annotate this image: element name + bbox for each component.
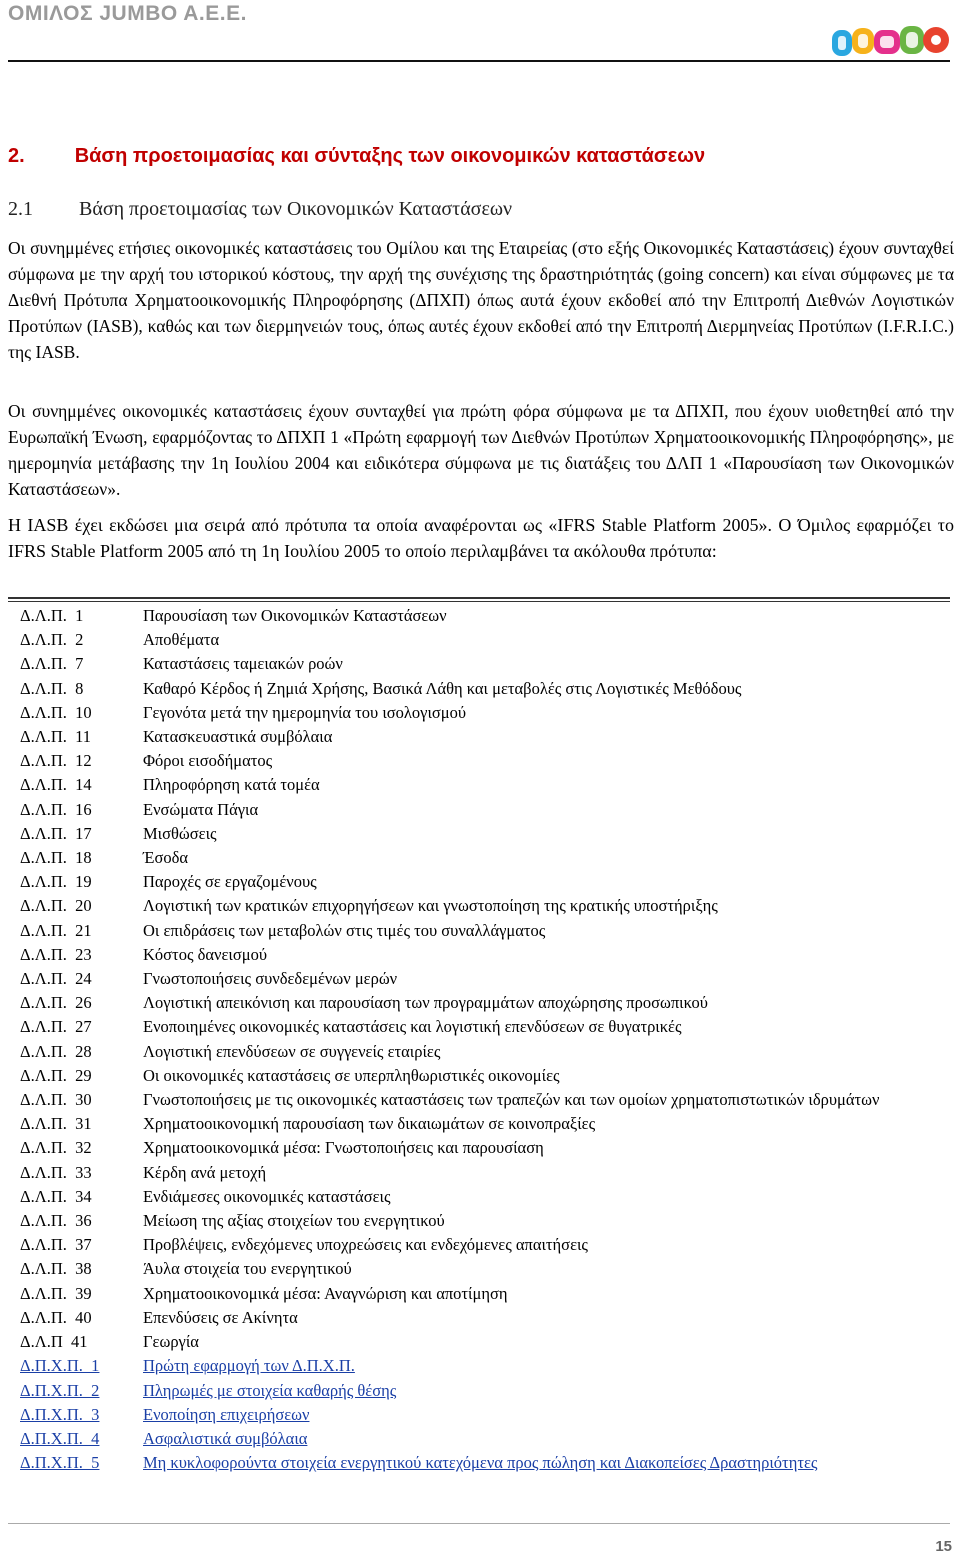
standard-row	[20, 967, 950, 991]
standard-code: Δ.Π.Χ.Π. 1	[20, 1356, 100, 1376]
standard-code: Δ.Λ.Π. 30	[20, 1090, 92, 1110]
standard-description: Επενδύσεις σε Ακίνητα	[143, 1307, 298, 1327]
standard-code: Δ.Λ.Π. 27	[20, 1017, 92, 1037]
section-title: Βάση προετοιμασίας και σύνταξης των οικονομικών καταστάσεων	[74, 145, 706, 167]
standard-code: Δ.Λ.Π. 32	[20, 1138, 92, 1158]
standard-code: Δ.Λ.Π. 21	[20, 920, 92, 940]
standard-code: Δ.Λ.Π. 33	[20, 1162, 92, 1182]
standard-row	[20, 1379, 950, 1403]
standard-code: Δ.Λ.Π. 23	[20, 944, 92, 964]
standard-row	[20, 894, 950, 918]
standard-description: Οι οικονομικές καταστάσεις σε υπερπληθωριστικές οικονομίες	[143, 1065, 560, 1085]
standard-code: Δ.Π.Χ.Π. 2	[20, 1380, 100, 1400]
table-top-rule-thin	[8, 601, 950, 602]
standard-row	[20, 870, 950, 894]
standards-list	[20, 604, 950, 1475]
paragraph: Οι συνημμένες οικονομικές καταστάσεις έχουν συνταχθεί για πρώτη φόρα σύμφωνα με τα ΔΠΧΠ, που έχουν υιοθετηθεί από την Ευρωπαϊκή Ένωση, εφαρμόζοντας το ΔΠΧΠ 1 «Πρώτη εφαρμογή των Διεθνών Προτύπων Χρηματοοικονομικής Πληροφόρησης», με ημερομηνία μετάβασης την 1η Ιουλίου 2004 και ειδικότερα σύμφωνα με τις διατάξεις του ΔΛΠ 1 «Παρουσίαση των Οικονομικών Καταστάσεων».	[8, 401, 954, 499]
paragraph: Η IASB έχει εκδώσει μια σειρά από πρότυπα τα οποία αναφέρονται ως «IFRS Stable Platform 2005». Ο Όμιλος εφαρμόζει το IFRS Stable Platform 2005 από τη 1η Ιουλίου 2005 το οποίο περιλαμβάνει τα ακόλουθα πρότυπα:	[8, 515, 954, 561]
standard-code: Δ.Λ.Π. 29	[20, 1065, 92, 1085]
standard-code: Δ.Λ.Π. 7	[20, 654, 84, 674]
standard-description: Αποθέματα	[143, 630, 220, 650]
page-header	[0, 0, 960, 60]
section-number: 2.	[8, 145, 25, 167]
table-top-rule	[8, 597, 950, 599]
standard-description: Ενοποίηση επιχειρήσεων	[143, 1404, 310, 1424]
standard-code: Δ.Λ.Π. 31	[20, 1114, 92, 1134]
standard-row	[20, 1306, 950, 1330]
standard-code: Δ.Λ.Π. 20	[20, 896, 92, 916]
standard-code: Δ.Λ.Π. 38	[20, 1259, 92, 1279]
standard-row	[20, 1427, 950, 1451]
standard-row	[20, 919, 950, 943]
standard-description: Κόστος δανεισμού	[143, 944, 268, 964]
standard-description: Άυλα στοιχεία του ενεργητικού	[143, 1259, 352, 1279]
standard-code: Δ.Λ.Π. 2	[20, 630, 84, 650]
standard-row	[20, 701, 950, 725]
standard-description: Μισθώσεις	[143, 823, 217, 843]
standard-code: Δ.Λ.Π. 8	[20, 678, 84, 698]
standard-row	[20, 1209, 950, 1233]
standard-description: Ενδιάμεσες οικονομικές καταστάσεις	[143, 1186, 391, 1206]
standard-code: Δ.Λ.Π. 16	[20, 799, 92, 819]
standard-row	[20, 1403, 950, 1427]
standard-code: Δ.Λ.Π. 19	[20, 872, 92, 892]
standard-row	[20, 1257, 950, 1281]
standard-description: Παρουσίαση των Οικονομικών Καταστάσεων	[143, 606, 447, 625]
standard-row	[20, 725, 950, 749]
standard-description: Έσοδα	[143, 848, 189, 868]
standard-code: Δ.Λ.Π. 34	[20, 1186, 92, 1206]
standard-description: Καταστάσεις ταμειακών ροών	[143, 654, 343, 674]
standard-description: Καθαρό Κέρδος ή Ζημιά Χρήσης, Βασικά Λάθη και μεταβολές στις Λογιστικές Μεθόδους	[143, 678, 742, 698]
standard-row	[20, 846, 950, 870]
standard-code: Δ.Λ.Π. 26	[20, 993, 92, 1013]
standard-row	[20, 1233, 950, 1257]
standard-description: Πληρωμές με στοιχεία καθαρής θέσης	[143, 1380, 397, 1400]
standard-row	[20, 1161, 950, 1185]
standard-description: Οι επιδράσεις των μεταβολών στις τιμές του συναλλάγματος	[143, 920, 546, 940]
standard-code: Δ.Λ.Π. 14	[20, 775, 92, 795]
standard-description: Κατασκευαστικά συμβόλαια	[143, 727, 333, 747]
standard-row	[20, 822, 950, 846]
page-number: 15	[935, 1538, 952, 1555]
standard-description: Γνωστοποιήσεις με τις οικονομικές καταστάσεις των τραπεζών και των ομοίων χρηματοπιστωτικών ιδρυμάτων	[143, 1090, 880, 1110]
standard-code: Δ.Λ.Π. 36	[20, 1211, 92, 1231]
standard-code: Δ.Π.Χ.Π. 3	[20, 1404, 100, 1424]
paragraph: Οι συνημμένες ετήσιες οικονομικές καταστάσεις του Ομίλου και της Εταιρείας (στο εξής Οικονομικές Καταστάσεις) έχουν συνταχθεί σύμφωνα με την αρχή του ιστορικού κόστους, την αρχή της συνέχισης της δραστηριότητάς (going concern) και είναι σύμφωνες με τα Διεθνή Πρότυπα Χρηματοοικονομικής Πληροφόρησης (ΔΠΧΠ) όπως αυτά έχουν εκδοθεί από την Επιτροπή Διεθνών Λογιστικών Προτύπων (IASB), καθώς και των διερμηνειών τους, όπως αυτές έχουν εκδοθεί από την Επιτροπή Διερμηνείας Προτύπων (I.F.R.I.C.) της IASB.	[8, 238, 954, 362]
standard-row	[20, 1451, 950, 1475]
standard-description: Μη κυκλοφορούντα στοιχεία ενεργητικού κατεχόμενα προς πώληση και Διακοπείσες Δραστηριότητες	[143, 1453, 818, 1473]
standard-row	[20, 1088, 950, 1112]
standard-description: Γεγονότα μετά την ημερομηνία του ισολογισμού	[143, 702, 467, 722]
subsection-heading	[8, 198, 512, 221]
standard-description: Γεωργία	[143, 1332, 199, 1352]
standard-code: Δ.Λ.Π. 10	[20, 702, 92, 722]
standard-row	[20, 604, 950, 628]
standard-code: Δ.Λ.Π. 37	[20, 1235, 92, 1255]
header-divider	[8, 60, 950, 62]
section-heading	[8, 145, 705, 168]
standard-row	[20, 773, 950, 797]
subsection-number: 2.1	[8, 198, 33, 220]
standard-code: Δ.Π.Χ.Π. 5	[20, 1453, 100, 1473]
standard-description: Ασφαλιστικά συμβόλαια	[143, 1428, 308, 1448]
standard-description: Γνωστοποιήσεις συνδεδεμένων μερών	[143, 969, 398, 989]
standard-row	[20, 749, 950, 773]
standard-description: Χρηματοοικονομικά μέσα: Αναγνώριση και αποτίμηση	[143, 1283, 508, 1303]
standard-row	[20, 991, 950, 1015]
standard-code: Δ.Λ.Π. 40	[20, 1307, 92, 1327]
standard-description: Μείωση της αξίας στοιχείων του ενεργητικού	[143, 1211, 445, 1231]
standard-description: Κέρδη ανά μετοχή	[143, 1162, 267, 1182]
footer-divider	[8, 1523, 950, 1524]
standard-code: Δ.Λ.Π. 1	[20, 606, 84, 625]
standard-code: Δ.Λ.Π. 11	[20, 727, 92, 747]
standard-code: Δ.Λ.Π. 39	[20, 1283, 92, 1303]
standard-row	[20, 1015, 950, 1039]
standard-code: Δ.Λ.Π 41	[20, 1332, 88, 1352]
standard-description: Φόροι εισοδήματος	[143, 751, 273, 771]
standard-row	[20, 1282, 950, 1306]
standard-row	[20, 677, 950, 701]
standard-code: Δ.Λ.Π. 24	[20, 969, 92, 989]
standard-row	[20, 652, 950, 676]
standard-description: Πρώτη εφαρμογή των Δ.Π.Χ.Π.	[143, 1356, 355, 1376]
standard-row	[20, 628, 950, 652]
standard-description: Ενσώματα Πάγια	[143, 799, 259, 819]
standard-description: Πληροφόρηση κατά τομέα	[143, 775, 320, 795]
standard-description: Λογιστική των κρατικών επιχορηγήσεων και γνωστοποίηση της κρατικής υποστήριξης	[143, 896, 718, 916]
standard-description: Λογιστική επενδύσεων σε συγγενείς εταιρίες	[143, 1041, 441, 1061]
standard-code: Δ.Λ.Π. 17	[20, 823, 92, 843]
standard-row	[20, 1112, 950, 1136]
standard-row	[20, 1040, 950, 1064]
standard-description: Ενοποιημένες οικονομικές καταστάσεις και λογιστική επενδύσεων σε θυγατρικές	[143, 1017, 682, 1037]
standard-description: Χρηματοοικονομικά μέσα: Γνωστοποιήσεις και παρουσίαση	[143, 1138, 544, 1158]
standard-row	[20, 1330, 950, 1354]
standard-description: Χρηματοοικονομική παρουσίαση των δικαιωμάτων σε κοινοπραξίες	[143, 1114, 596, 1134]
subsection-title: Βάση προετοιμασίας των Οικονομικών Καταστάσεων	[79, 198, 513, 220]
standard-description: Παροχές σε εργαζομένους	[143, 872, 317, 892]
standard-code: Δ.Λ.Π. 12	[20, 751, 92, 771]
standard-row	[20, 1354, 950, 1378]
standard-code: Δ.Π.Χ.Π. 4	[20, 1428, 100, 1448]
standard-row	[20, 1136, 950, 1160]
jumbo-logo	[830, 18, 952, 60]
standard-row	[20, 1064, 950, 1088]
standard-row	[20, 943, 950, 967]
standard-code: Δ.Λ.Π. 28	[20, 1041, 92, 1061]
standard-row	[20, 798, 950, 822]
standard-code: Δ.Λ.Π. 18	[20, 848, 92, 868]
standard-description: Προβλέψεις, ενδεχόμενες υποχρεώσεις και ενδεχόμενες απαιτήσεις	[143, 1235, 588, 1255]
standard-row	[20, 1185, 950, 1209]
standard-description: Λογιστική απεικόνιση και παρουσίαση των προγραμμάτων αποχώρησης προσωπικού	[143, 993, 708, 1013]
company-name: ΟΜΙΛΟΣ JUMBO A.E.E.	[8, 2, 247, 25]
